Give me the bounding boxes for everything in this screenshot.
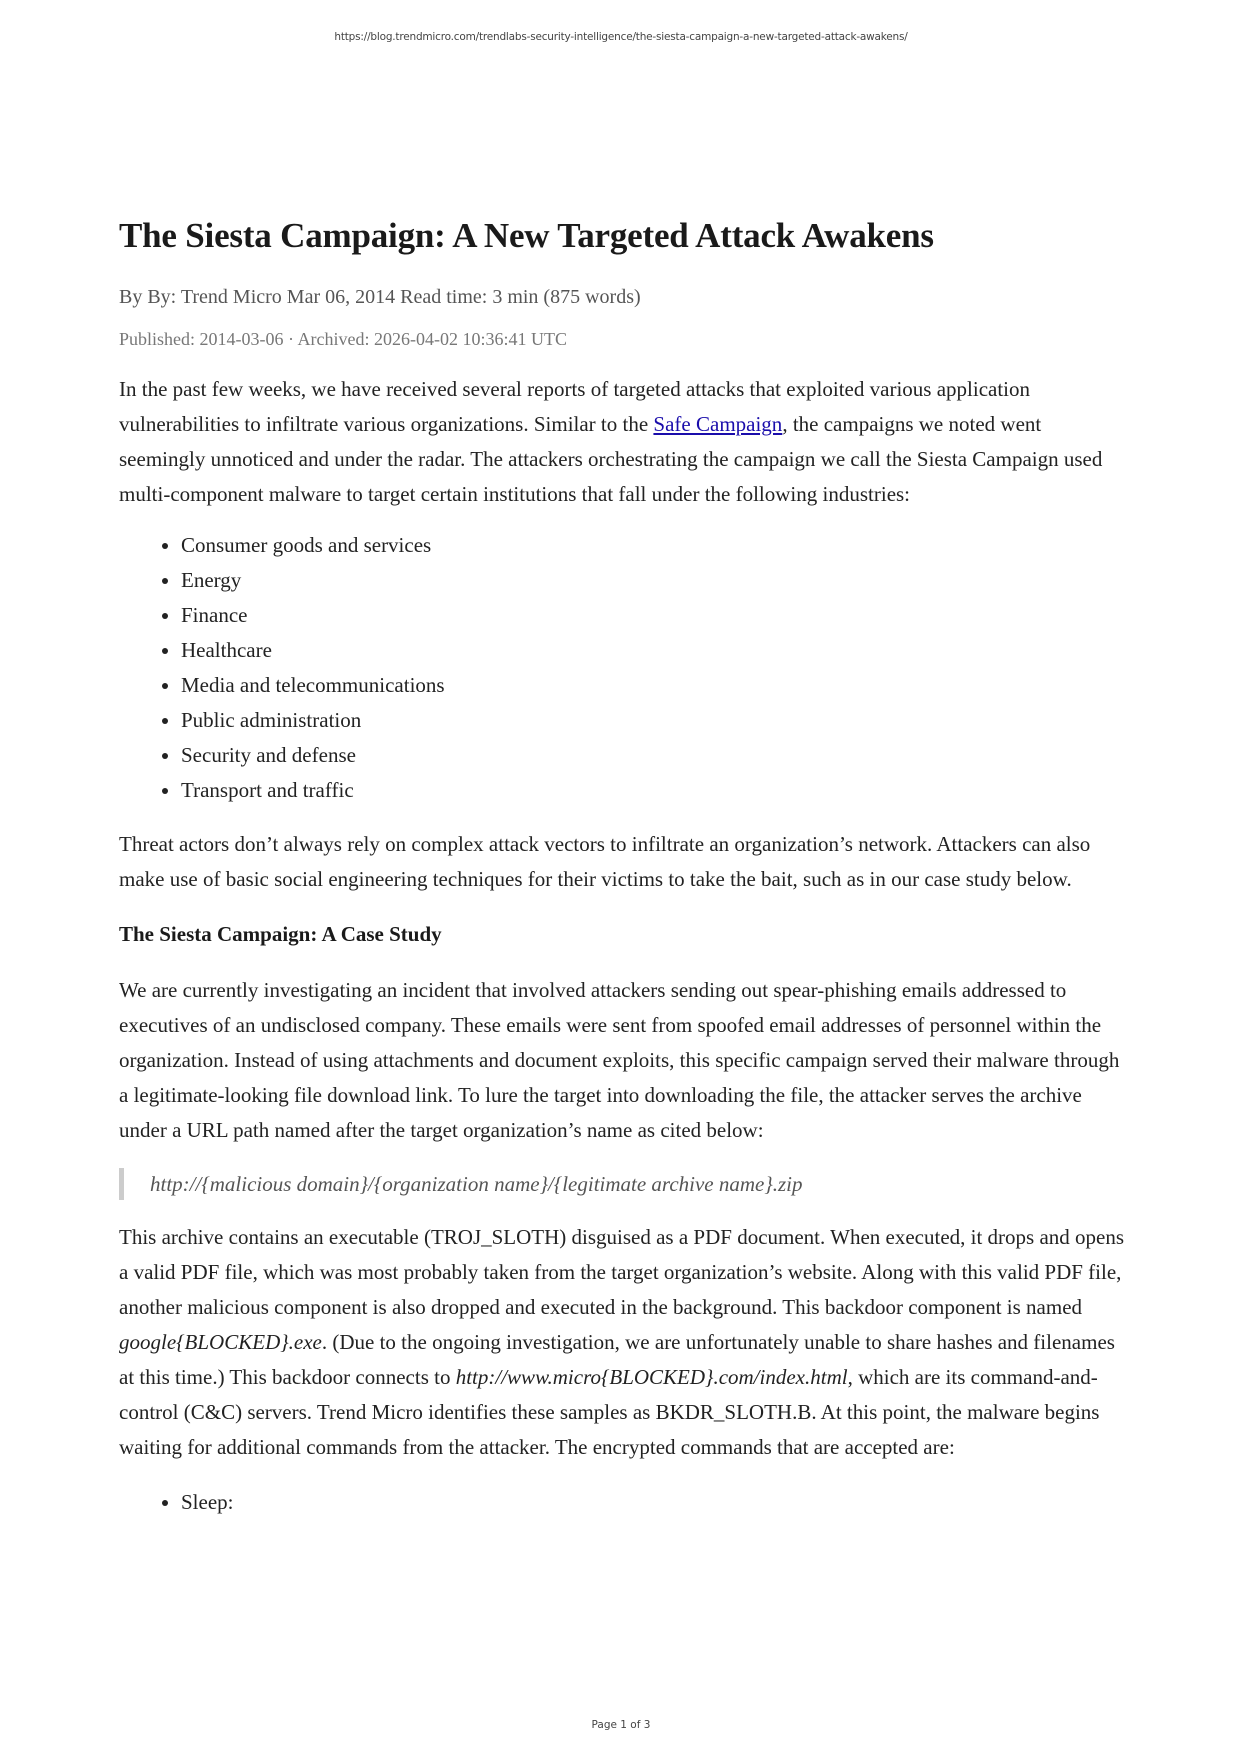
list-item: • Finance bbox=[181, 598, 1129, 633]
page-url-header: https://blog.trendmicro.com/trendlabs-security-intelligence/the-siesta-campaign-a-new-targeted-attack-awakens/ bbox=[334, 31, 908, 43]
archive-paragraph bbox=[119, 1220, 1129, 1465]
list-item: • Public administration bbox=[181, 703, 1129, 738]
article-published-info: Published: 2014-03-06 · Archived: 2026-04-02 10:36:41 UTC bbox=[119, 329, 567, 349]
investigation-paragraph: We are currently investigating an incident that involved attackers sending out spear-phishing emails addressed to executives of an undisclosed company. These emails were sent from spoofed email addresses of personnel within the organization. Instead of using attachments and document exploits, this specific campaign served their malware through a legitimate-looking file download link. To lure the target into downloading the file, the attacker serves the archive under a URL path named after the target organization’s name as cited below: bbox=[119, 978, 1120, 1142]
list-item: • Security and defense bbox=[181, 738, 1129, 773]
archive-text-2: . (Due to the ongoing investigation, we are unfortunately unable to share hashes and filenames at this time.) This backdoor connects to bbox=[119, 1330, 1115, 1389]
list-item: • Consumer goods and services bbox=[181, 528, 1129, 563]
list-item: • Sleep: bbox=[181, 1485, 1129, 1520]
article bbox=[119, 210, 1129, 1520]
article-title: The Siesta Campaign: A New Targeted Attack Awakens bbox=[119, 216, 934, 255]
archive-text-3: , which are its command-and-control (C&C) servers. Trend Micro identifies these samples as BKDR_SLOTH.B. At this point, the malware begins waiting for additional commands from the attacker. The encrypted commands that are accepted are: bbox=[119, 1365, 1100, 1459]
commands-list bbox=[119, 1485, 1129, 1520]
intro-text-after-link: , the campaigns we noted went seemingly unnoticed and under the radar. The attackers orchestrating the campaign we call the Siesta Campaign used multi-component malware to target certain institutions that fall under the following industries: bbox=[119, 412, 1103, 506]
industries-list bbox=[119, 528, 1129, 808]
list-item: • Energy bbox=[181, 563, 1129, 598]
intro-paragraph bbox=[119, 372, 1129, 512]
safe-campaign-link[interactable]: Safe Campaign bbox=[653, 412, 783, 436]
url-pattern-quote: http://{malicious domain}/{organization name}/{legitimate archive name}.zip bbox=[119, 1168, 1129, 1200]
case-study-heading: The Siesta Campaign: A Case Study bbox=[119, 922, 442, 946]
cc-server-url: http://www.micro{BLOCKED}.com/index.html bbox=[455, 1365, 848, 1389]
intro-text-before-link: In the past few weeks, we have received several reports of targeted attacks that exploited various application vulnerabilities to infiltrate various organizations. Similar to the bbox=[119, 377, 1030, 436]
archive-text-1: This archive contains an executable (TROJ_SLOTH) disguised as a PDF document. When executed, it drops and opens a valid PDF file, which was most probably taken from the target organization’s website. Along with this valid PDF file, another malicious component is also dropped and executed in the background. This backdoor component is named bbox=[119, 1225, 1125, 1319]
backdoor-filename: google{BLOCKED}.exe bbox=[119, 1330, 322, 1354]
list-item: • Healthcare bbox=[181, 633, 1129, 668]
page-number-footer: Page 1 of 3 bbox=[591, 1719, 651, 1731]
threat-actors-paragraph: Threat actors don’t always rely on complex attack vectors to infiltrate an organization’s network. Attackers can also make use of basic social engineering techniques for their victims to take the bait, such as in our case study below. bbox=[119, 832, 1091, 891]
article-byline: By By: Trend Micro Mar 06, 2014 Read time: 3 min (875 words) bbox=[119, 286, 641, 308]
list-item: • Media and telecommunications bbox=[181, 668, 1129, 703]
list-item: • Transport and traffic bbox=[181, 773, 1129, 808]
